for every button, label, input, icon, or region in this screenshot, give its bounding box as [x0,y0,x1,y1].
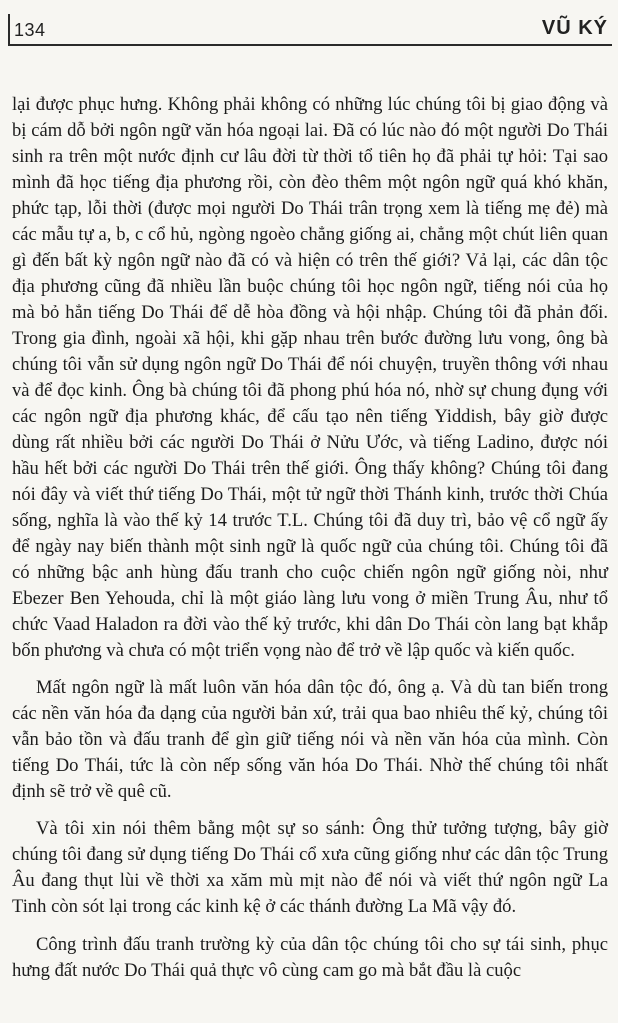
body-text [12,92,608,984]
header-rule [8,44,612,46]
paragraph-2: Mất ngôn ngữ là mất luôn văn hóa dân tộc đó, ông ạ. Và dù tan biến trong các nền văn hóa đa dạng của người bản xứ, trải qua bao nhiêu thế kỷ, chúng tôi vẫn bảo tồn và đấu tranh để gìn giữ tiếng nói và nền văn hóa của mình. Còn tiếng Do Thái, tức là còn nếp sống văn hóa Do Thái. Nhờ thế chúng tôi nhất định sẽ trở về quê cũ. [12,677,608,802]
paragraph-3: Và tôi xin nói thêm bằng một sự so sánh: Ông thử tưởng tượng, bây giờ chúng tôi đang sử dụng tiếng Do Thái cổ xưa cũng giống như các dân tộc Trung Âu đang thụt lùi về thời xa xăm mù mịt nào để nói và viết thứ ngôn ngữ La Tinh còn sót lại trong các kinh kệ ở các thánh đường La Mã vậy đó. [12,818,608,917]
header-left-rule [8,14,10,45]
page-number: 134 [14,20,46,40]
paragraph-1: lại được phục hưng. Không phải không có những lúc chúng tôi bị giao động và bị cám dỗ bởi ngôn ngữ văn hóa ngoại lai. Đã có lúc nào đó một người Do Thái sinh ra trên một nước định cư lâu đời từ thời tổ tiên họ đã phải tự hỏi: Tại sao mình đã học tiếng địa phương rồi, còn đèo thêm một ngôn ngữ quá khó khăn, phức tạp, lỗi thời (được mọi người Do Thái trân trọng xem là tiếng mẹ đẻ) mà các mẫu tự a, b, c cổ hủ, ngòng ngoèo chẳng giống ai, chẳng một chút liên quan gì đến bất kỳ ngôn ngữ nào đã có và hiện có trên thế giới? Vả lại, các dân tộc địa phương cũng đã nhiều lần buộc chúng tôi học ngôn ngữ, tiếng nói của họ mà bỏ hẳn tiếng Do Thái để dễ hòa đồng và hội nhập. Chúng tôi đã phản đối. Trong gia đình, ngoài xã hội, khi gặp nhau trên bước đường lưu vong, ông bà chúng tôi vẫn sử dụng ngôn ngữ Do Thái để nói chuyện, truyền thông với nhau và để đọc kinh. Ông bà chúng tôi đã phong phú hóa nó, nhờ sự chung đụng với các ngôn ngữ địa phương khác, để cấu tạo nên tiếng Yiddish, bây giờ được dùng rất nhiều bởi các người Do Thái ở Nửu Ước, và tiếng Ladino, được nói hầu hết bởi các người Do Thái trên thế giới. Ông thấy không? Chúng tôi đang nói đây và viết thứ tiếng Do Thái, một tử ngữ thời Thánh kinh, trước thời Chúa sống, nghĩa là vào thế kỷ 14 trước T.L. Chúng tôi đã duy trì, bảo vệ cổ ngữ ấy để ngày nay biến thành một sinh ngữ là quốc ngữ của chúng tôi. Chúng tôi đã có những bậc anh hùng đấu tranh cho cuộc chiến ngôn ngữ giống nòi, như Ebezer Ben Yehouda, chỉ là một giáo làng lưu vong ở miền Trung Âu, như tổ chức Vaad Haladon ra đời vào thế kỷ trước, khi dân Do Thái còn lang bạt khắp bốn phương và chưa có một triển vọng nào để trở về lập quốc và kiến quốc. [12,94,608,661]
running-head: VŨ KÝ [541,17,608,39]
page-header [0,0,618,50]
paragraph-4: Công trình đấu tranh trường kỳ của dân tộc chúng tôi cho sự tái sinh, phục hưng đất nước Do Thái quả thực vô cùng cam go mà bắt đầu là cuộc [12,934,608,981]
